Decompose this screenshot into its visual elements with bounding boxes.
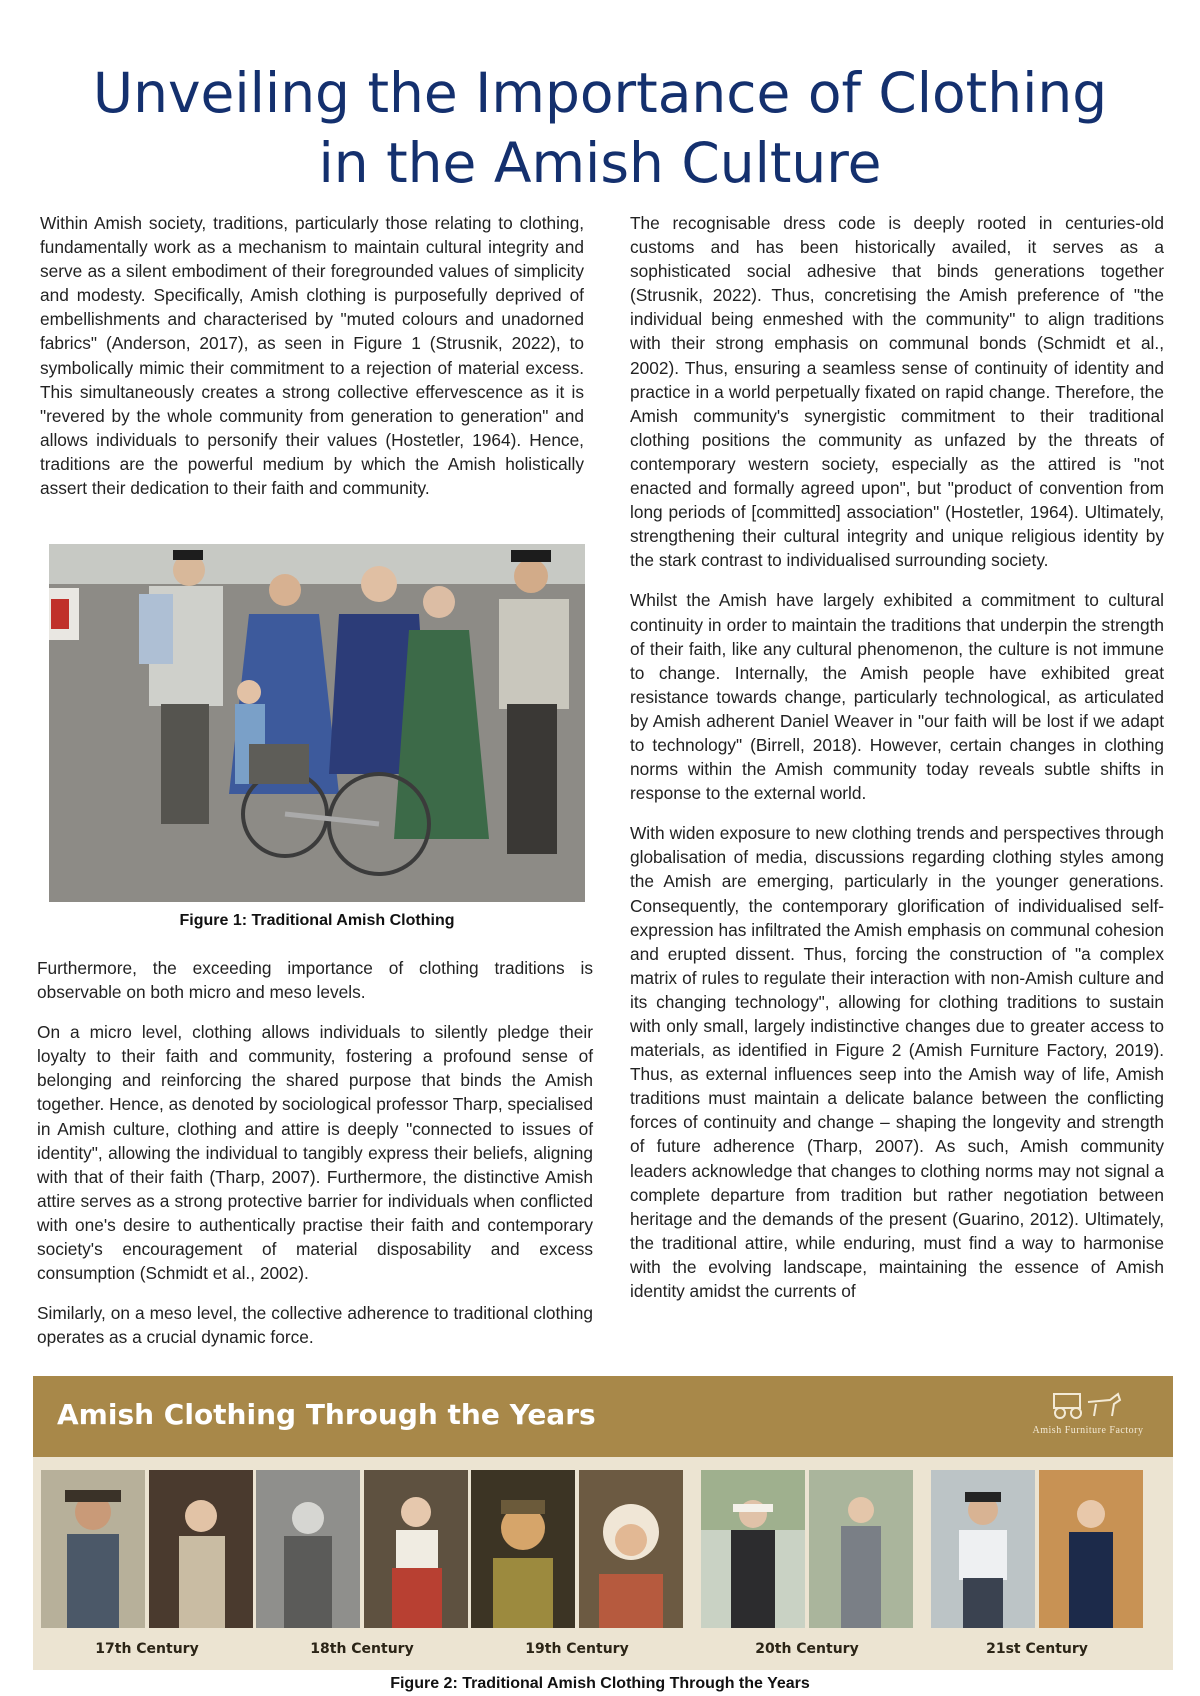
era-19th-century-images	[471, 1470, 683, 1628]
paragraph: Furthermore, the exceeding importance of clothing traditions is observable on both micro and meso levels.	[37, 958, 593, 1003]
figure-2-caption: Figure 2: Traditional Amish Clothing Through the Years	[390, 1675, 810, 1692]
banner-header	[33, 1376, 1173, 1457]
figure-1-caption: Figure 1: Traditional Amish Clothing	[179, 912, 455, 929]
right-column	[630, 211, 1164, 1374]
era-label: 19th Century	[525, 1641, 629, 1657]
era-label: 20th Century	[755, 1641, 859, 1657]
page-title	[0, 58, 1200, 198]
figure-2-banner	[33, 1376, 1173, 1670]
era-20th-century-images	[701, 1470, 913, 1628]
era-label: 17th Century	[95, 1641, 199, 1657]
paragraph: Within Amish society, traditions, particularly those relating to clothing, fundamentally work as a mechanism to maintain cultural integrity and serve as a silent embodiment of their foregrounded values of simplicity and modesty. Specifically, Amish clothing is purposefully deprived of embellishments and characterised by "muted colours and unadorned fabrics" (Anderson, 2017), as seen in Figure 1 (Strusnik, 2022), to symbolically mimic their commitment to a rejection of material excess. This simultaneously creates a strong collective effervescence as it is "revered by the whole community from generation to generation" and allows individuals to personify their values (Hostetler, 1964). Hence, traditions are the powerful medium by which the Amish holistically assert their dedication to their faith and community.	[40, 213, 584, 499]
paragraph: Similarly, on a meso level, the collective adherence to traditional clothing operates as a crucial dynamic force.	[37, 1303, 593, 1348]
era-17th-century-images	[41, 1470, 253, 1628]
era-label: 21st Century	[986, 1641, 1088, 1657]
era-21st-century-images	[931, 1470, 1143, 1628]
left-column-bottom	[37, 956, 593, 1365]
era-label: 18th Century	[310, 1641, 414, 1657]
paragraph: With widen exposure to new clothing trends and perspectives through globalisation of media, discussions regarding clothing styles among the Amish are emerging, particularly in the younger generations. Consequently, the contemporary glorification of individualised self-expression has infiltrated the Amish emphasis on communal cohesion and erupted dissent. Thus, forcing the construction of "a complex matrix of rules to regulate their interaction with non-Amish culture and its changing technology", allowing for clothing traditions to sustain with only small, largely indistinctive changes due to greater access to materials, as identified in Figure 2 (Amish Furniture Factory, 2019). Thus, as external influences seep into the Amish way of life, Amish traditions must maintain a delicate balance between the conflicting forces of continuity and change – shaping the longevity and strength of future adherence (Tharp, 2007). As such, Amish community leaders acknowledge that changes to clothing norms may not signal a complete departure from tradition but rather negotiation between heritage and the demands of the present (Guarino, 2012). Ultimately, the traditional attire, while enduring, must find a way to harmonise with the evolving landscape, maintaining the essence of Amish identity amidst the currents of	[630, 823, 1164, 1302]
brand-logo	[1023, 1390, 1153, 1436]
figure-1-photo	[49, 544, 585, 902]
paragraph: The recognisable dress code is deeply rooted in centuries-old customs and has been historically availed, it serves as a sophisticated social adhesive that binds generations together (Strusnik, 2022). Thus, concretising the Amish preference of "the individual being enmeshed with the community" to align traditions with their strong emphasis on communal bonds (Schmidt et al., 2002). Thus, ensuring a seamless sense of continuity of identity and practice in a world perpetually fixated on rapid change. Therefore, the Amish community's synergistic commitment to their traditional clothing positions the community as unfazed by the threats of contemporary western society, especially as the attired is "not enacted and formally agreed upon", but "product of convention from long periods of [committed] association" (Hostetler, 1964). Ultimately, strengthening their cultural integrity and unique religious identity by the stark contrast to individualised surrounding society.	[630, 213, 1164, 571]
brand-name: Amish Furniture Factory	[1032, 1425, 1144, 1436]
left-column-top	[40, 211, 584, 516]
paragraph: Whilst the Amish have largely exhibited a commitment to cultural continuity in order to maintain the traditions that underpin the strength of their faith, like any cultural phenomenon, the culture is not immune to change. Internally, the Amish people have exhibited great resistance towards change, particularly technological, as articulated by Amish adherent Daniel Weaver in "our faith will be lost if we adapt to technology" (Birrell, 2018). However, certain changes in clothing norms within the Amish community today reveals subtle shifts in response to the external world.	[630, 590, 1164, 804]
paragraph: On a micro level, clothing allows individuals to silently pledge their loyalty to their faith and community, fostering a profound sense of belonging and reinforcing the shared purpose that binds the Amish together. Hence, as denoted by sociological professor Tharp, specialised in Amish culture, clothing and attire is deeply "connected to issues of identity", allowing the individual to tangibly express their beliefs, aligning with that of their faith (Tharp, 2007). Furthermore, the distinctive Amish attire serves as a strong protective barrier for individuals when conflicted with one's desire to authentically practise their faith and contemporary society's encouragement of material disposability and excess consumption (Schmidt et al., 2002).	[37, 1022, 593, 1284]
title-line-1: Unveiling the Importance of Clothing	[92, 61, 1108, 125]
era-18th-century-images	[256, 1470, 468, 1628]
buggy-icon	[1048, 1390, 1128, 1420]
title-line-2: in the Amish Culture	[318, 131, 882, 195]
banner-title: Amish Clothing Through the Years	[57, 1398, 596, 1431]
